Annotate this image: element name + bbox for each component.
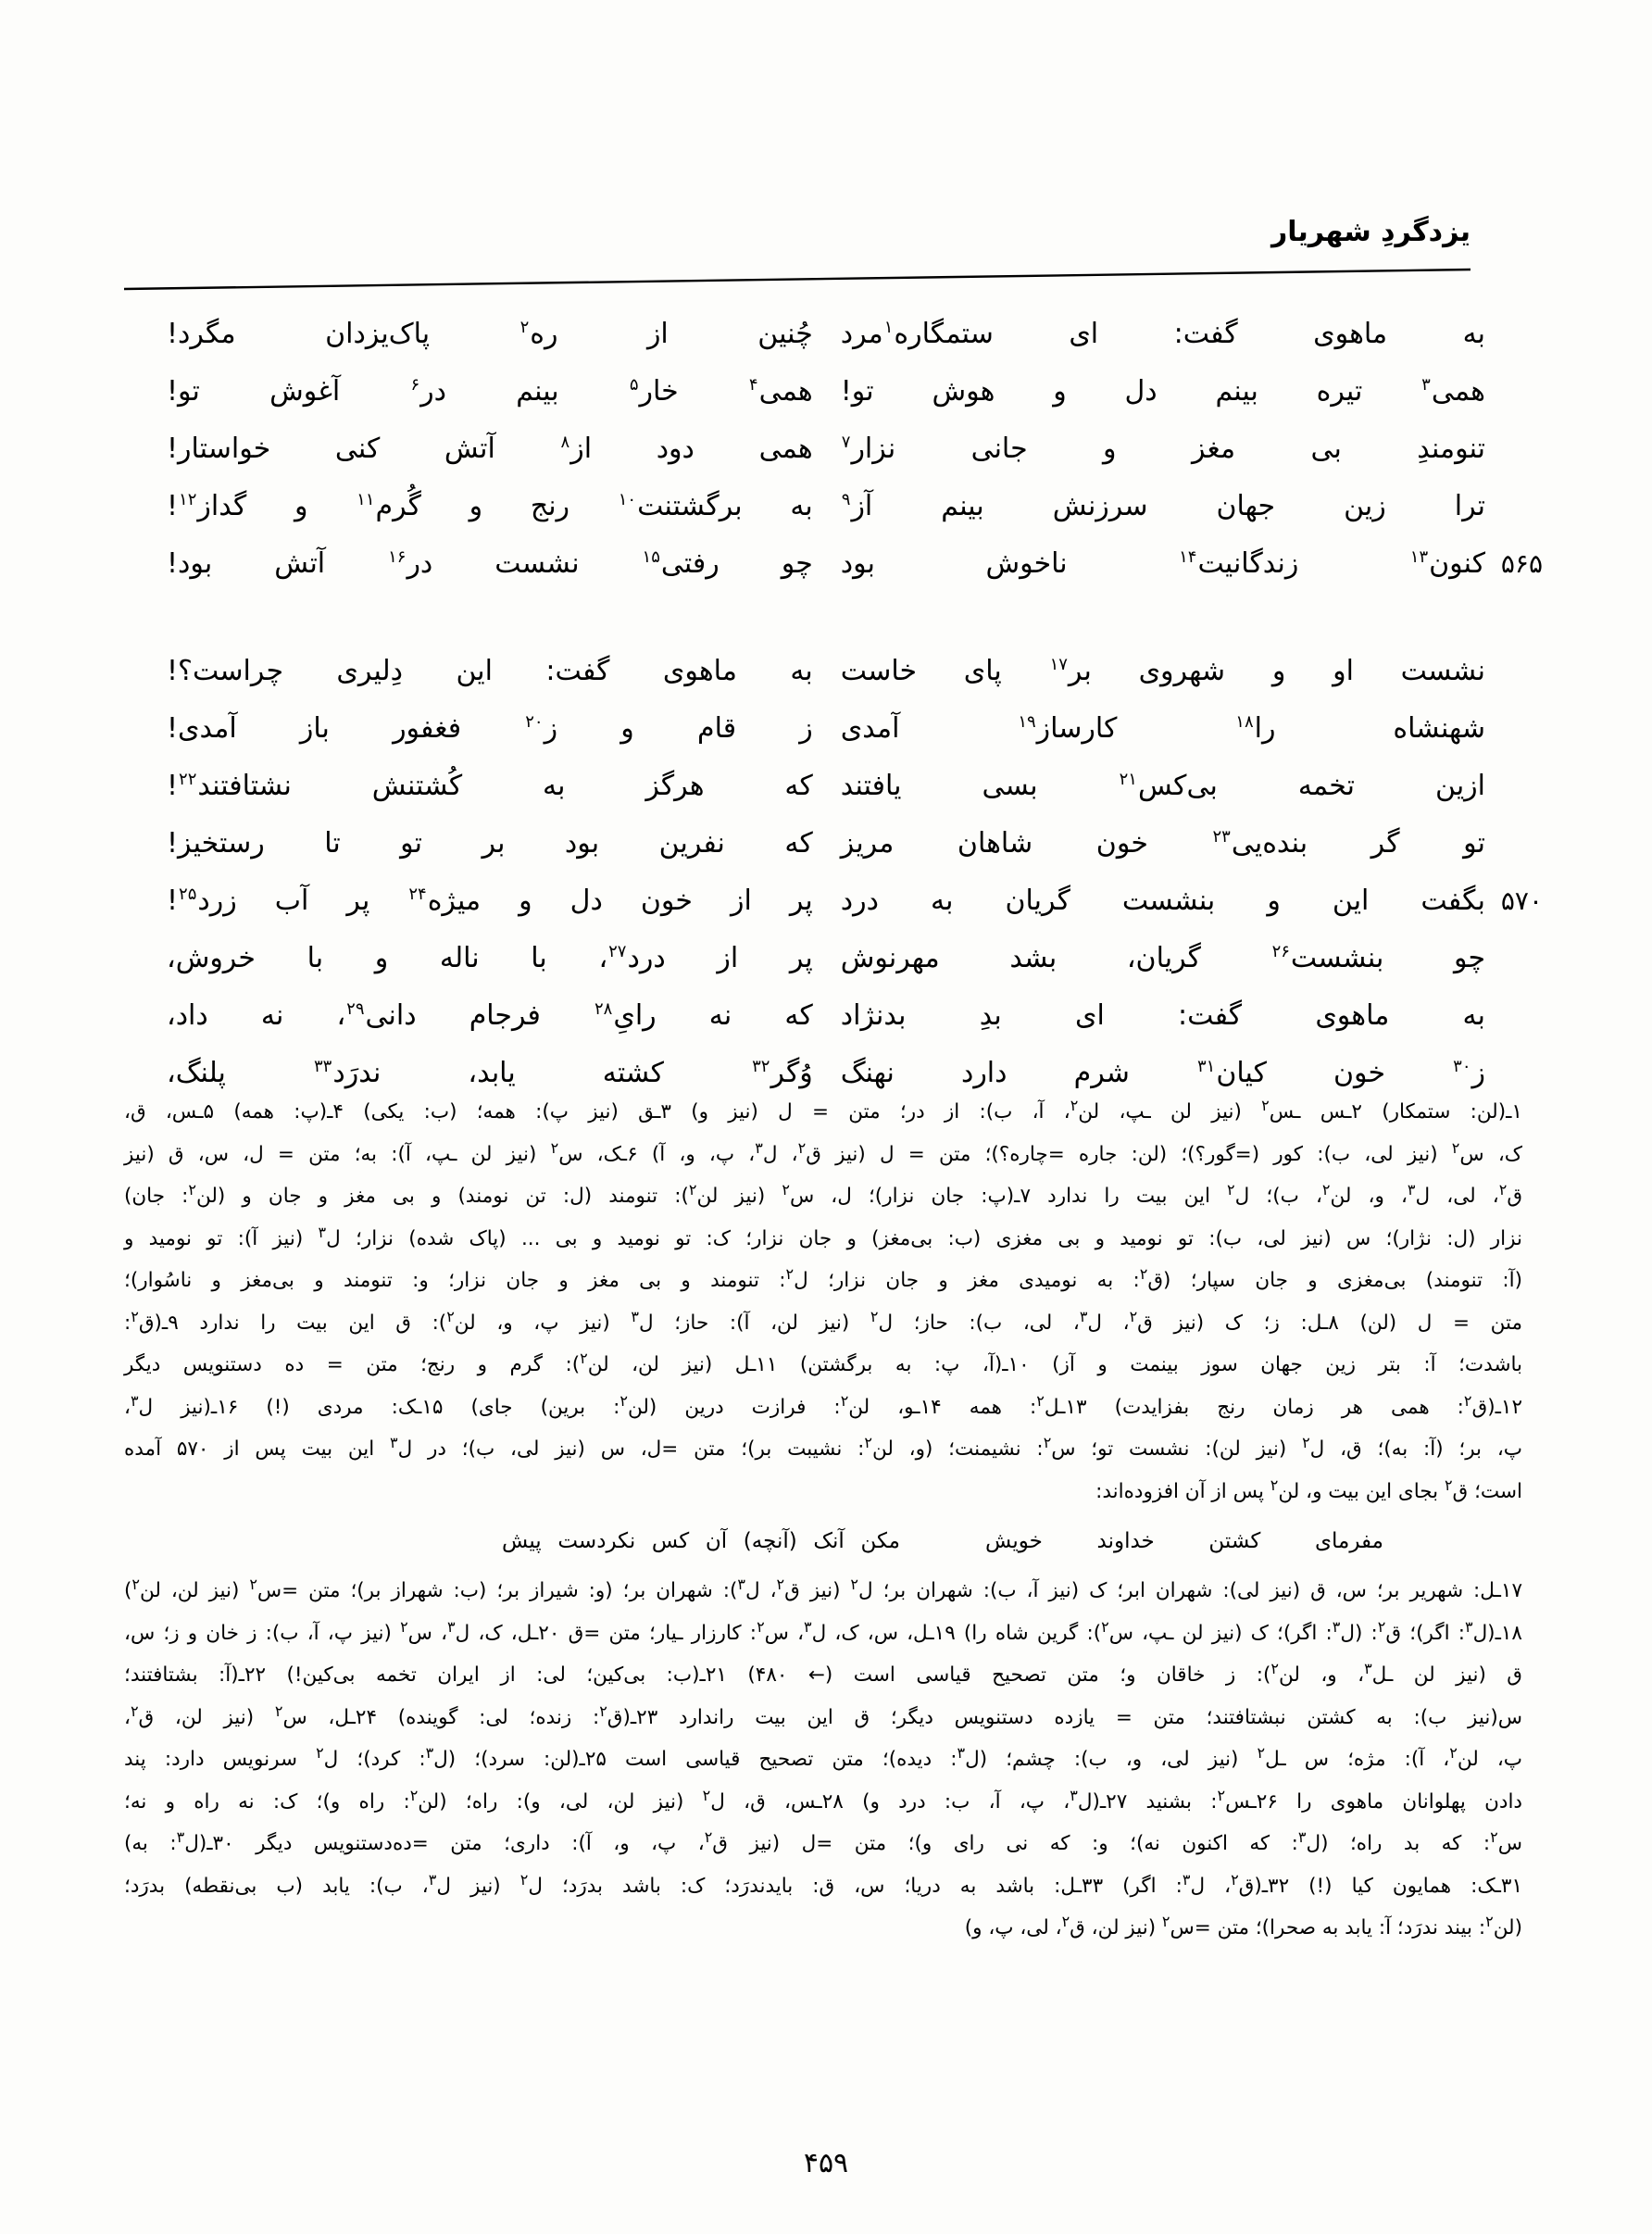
verse-body — [167, 306, 1543, 1089]
verse-line — [167, 420, 1485, 478]
running-head — [124, 216, 1471, 278]
hemistich-right — [813, 420, 1485, 478]
apparatus-line: ق$^۲$، لی، ل$^۳$، و، لن$^۲$، ب)؛ ل$^۲$ این بیت را ندارد ۷ـ(پ: جان نزار)؛ ل، س$^۲$ (نیز لن$^۲$): تنومند (ل: تن نومند) و بی مغز و جان و (لن$^۲$: جان) — [124, 1180, 1522, 1208]
hemistich-left — [167, 815, 813, 872]
verse-line — [167, 930, 1485, 987]
verse-line — [167, 758, 1485, 815]
running-head-rule — [124, 267, 1471, 291]
hemistich-right — [813, 987, 1485, 1045]
inserted-hemistich-second: مکن آنک (آنچه) آن کس نکردست پیش — [502, 1529, 900, 1553]
hemistich-left — [167, 987, 813, 1045]
hemistich-left — [167, 306, 813, 363]
hemistich-left — [167, 872, 813, 930]
hemistich-right-text: همی$^۳$ تیره بینم دل و هوش تو! — [840, 375, 1485, 408]
apparatus-line: س$^۲$: که بد راه؛ (ل$^۳$: که اکنون نه)؛ و: که نی رای و)؛ متن =ل (نیز ق$^۲$، پ، و، آ): داری؛ متن =ده‌دستنویس دیگر ۳۰ـ(ل$^۳$: به) — [124, 1827, 1522, 1855]
inserted-hemistich-first: مفرمای کشتن خداوند خویش — [985, 1529, 1383, 1553]
hemistich-right-text: تو گر بنده‌یی$^{۲۳}$ خون شاهان مریز — [840, 827, 1485, 860]
apparatus-line: متن = ل (لن) ۸ـل: ز؛ ک (نیز ق$^۲$، ل$^۳$، لی، ب): حاز؛ ل$^۲$ (نیز لن، آ): حاز؛ ل$^۳$ (نیز پ، و، لن$^۲$): ق این بیت را ندارد ۹ـ(ق$^۲$: — [124, 1307, 1522, 1335]
verse-line — [167, 643, 1485, 700]
verse-line-number: ۵۷۰ — [1500, 885, 1543, 916]
hemistich-left — [167, 478, 813, 535]
verse-line — [167, 815, 1485, 872]
hemistich-left — [167, 643, 813, 700]
hemistich-right-text: به ماهوی گفت: ای بدِ بدنژاد — [840, 999, 1485, 1032]
apparatus-line: پ، بر؛ (آ: به)؛ ق، ل$^۲$ (نیز لن): نشست تو؛ س$^۲$: نشیمنت؛ (و، لن$^۲$: نشیبت بر)؛ متن =ل، س (نیز لی، ب)؛ در ل$^۳$ این بیت پس از ۵۷۰ آمده — [124, 1433, 1523, 1461]
verse-line — [167, 306, 1485, 363]
hemistich-right — [813, 643, 1485, 700]
apparatus-line: پ، لن$^۲$، آ): مژه؛ س ـل$^۲$ (نیز لی، و، ب): چشم؛ (ل$^۳$: دیده)؛ متن تصحیح قیاسی است ۲۵ـ(لن: سرد)؛ (ل$^۳$: کرد)؛ ل$^۲$ سرنویس دارد: پند — [124, 1743, 1522, 1771]
hemistich-right-text: به ماهوی گفت: ای ستمگاره$^۱$مرد — [840, 318, 1485, 350]
verse-line — [167, 535, 1543, 593]
hemistich-right-text: تنومندِ بی مغز و جانی نزار$^۷$ — [841, 433, 1485, 465]
apparatus-inserted-verse — [124, 1518, 1522, 1564]
apparatus-line: ق (نیز لن ـل$^۳$، و، لن$^۲$): ز خاقان و؛ متن تصحیح قیاسی است (← ۴۸۰) ۲۱ـ(ب: بی‌کین؛ لی: از ایران تخمه بی‌کین!) ۲۲ـ(آ: بشتافتند؛ — [124, 1659, 1522, 1687]
hemistich-left — [167, 758, 813, 815]
hemistich-left-text: به ماهوی گفت: این دِلیری چراست؟! — [167, 655, 813, 687]
verse-line — [167, 872, 1543, 930]
hemistich-left-text: چو رفتی$^{۱۵}$ نشست در$^{۱۶}$ آتش بود! — [167, 547, 813, 580]
hemistich-right — [813, 815, 1485, 872]
apparatus-line: س(نیز ب): به کشتن نبشتافتند؛ متن = یازده دستنویس دیگر؛ ق این بیت راندارد ۲۳ـ(ق$^۲$: زنده؛ لی: گوینده) ۲۴ـل، س$^۲$ (نیز لن، ق$^۲$، — [124, 1701, 1522, 1729]
hemistich-left-text: که نفرین بود بر تو تا رستخیز! — [167, 827, 813, 860]
verse-line — [167, 987, 1485, 1045]
hemistich-right — [813, 930, 1485, 987]
hemistich-right — [813, 872, 1543, 930]
hemistich-left-text: پر از خون دل و میژه$^{۲۴}$ پر آب زرد$^{۲۵}$! — [167, 885, 813, 917]
hemistich-left — [167, 420, 813, 478]
apparatus-line: دادن پهلوانان ماهوی را ۲۶ـس$^۲$: بشنید ۲۷ـ(ل$^۳$، پ، آ، ب: درد و) ۲۸ـس، ق، ل$^۲$ (نیز لن، لی، و): راه؛ (لن$^۲$: راه و)؛ ک: نه راه و نه؛ — [124, 1786, 1523, 1814]
hemistich-left-text: پر از درد$^{۲۷}$، با ناله و با خروش، — [167, 942, 813, 974]
hemistich-right-text: ترا زین جهان سرزنش بینم آز$^۹$ — [841, 490, 1485, 522]
hemistich-left-text: چُنین از ره$^۲$ پاک‌یزدان مگرد! — [167, 318, 813, 350]
hemistich-right-text: ازین تخمه بی‌کس$^{۲۱}$ بسی یافتند — [840, 770, 1485, 802]
apparatus-line: (آ: تنومند) بی‌مغزی و جان سپار؛ (ق$^۲$: به نومیدی مغز و جان نزار؛ ل$^۲$: تنومند و بی مغز و جان نزار؛ و: تنومند و بی‌مغز و ناسُوار)؛ — [124, 1264, 1522, 1292]
running-head-title: یزدگردِ شهریار — [1270, 216, 1471, 248]
verse-stanza — [167, 306, 1543, 593]
verse-line — [167, 478, 1485, 535]
apparatus-line: ۱۲ـ(ق$^۲$: همی هر زمان رنج بفزایدت) ۱۳ـل$^۲$: همه ۱۴ـو، لن$^۲$: فرازت درین (لن$^۲$: برین) جای) ۱۵ـک: مردی (!) ۱۶ـ(نیز ل$^۳$، — [124, 1391, 1522, 1419]
hemistich-left — [167, 535, 813, 593]
apparatus-line: ۱۷ـل: شهریر بر؛ س، ق (نیز لی): شهران ابر؛ ک (نیز آ، ب): شهران بر؛ ل$^۲$ (نیز ق$^۲$، ل$^۳$): شهران بر؛ (و: شیراز بر؛ (ب: شهراز بر)؛ متن =س$^۲$ (نیز لن، لن$^۲$) — [124, 1575, 1522, 1602]
hemistich-right — [813, 306, 1485, 363]
apparatus-line: ۱ـ(لن: ستمکار) ۲ـس ـس$^۲$ (نیز لن ـپ، لن$^۲$، آ، ب): از در؛ متن = ل (نیز و) ۳ـق (نیز پ): همه؛ (ب: یکی) ۴ـ(پ: همه) ۵ـس، ق، — [124, 1096, 1522, 1123]
hemistich-right — [813, 363, 1485, 420]
hemistich-left-text: به برگشتنت$^{۱۰}$ رنج و گُرم$^{۱۱}$ و گداز$^{۱۲}$! — [167, 490, 813, 522]
hemistich-right-text: کنون$^{۱۳}$ زندگانیت$^{۱۴}$ ناخوش بود — [840, 547, 1486, 580]
hemistich-left-text: وُگر$^{۳۲}$ کشته یابد، ندرَد$^{۳۳}$ پلنگ، — [167, 1057, 813, 1089]
verse-stanza — [167, 643, 1543, 1102]
hemistich-left — [167, 363, 813, 420]
hemistich-right-text: بگفت این و بنشست گریان به درد — [840, 885, 1485, 917]
hemistich-left-text: ز قام و ز$^{۲۰}$ فغفور باز آمدی! — [167, 712, 813, 745]
hemistich-right-text: نشست او و شهروی بر$^{۱۷}$ پای خاست — [840, 655, 1485, 687]
hemistich-right-text: شهنشاه را$^{۱۸}$ کارساز$^{۱۹}$ آمدی — [840, 712, 1486, 745]
folio-page-number: ۴۵۹ — [803, 2147, 849, 2179]
apparatus-line: ک، س$^۲$ (نیز لی، ب): کور (=گور؟)؛ (لن: جاره =چاره؟)؛ متن = ل (نیز ق$^۲$، ل$^۳$، پ، و، آ) ۶ـک، س$^۲$ (نیز لن ـپ، آ): به؛ متن = ل، س، ق (نیز — [124, 1138, 1522, 1166]
apparatus-line: نزار (ل: نژار)؛ س (نیز لی، ب): تو نومید و بی مغزی (ب: بی‌مغز) و جان نزار؛ ک: تو نومید و بی ... (پاک شده) نزار؛ ل$^۳$ (نیز آ): تو نومید و — [124, 1223, 1522, 1250]
apparatus-line: ۱۸ـ(ل$^۳$: اگر)؛ ق$^۲$: (ل$^۳$: اگر)؛ ک (نیز لن ـپ، س$^۲$): گرین شاه را) ۱۹ـل، س، ک، ل$^۳$، س$^۲$: کارزار ـیار؛ متن =ق ۲۰ـل، ک، ل$^۳$، س$^۲$ (نیز پ، آ، ب): ز خان و ز؛ س، — [124, 1617, 1522, 1645]
hemistich-left-text: همی$^۴$ خار$^۵$ بینم در$^۶$ آغوش تو! — [167, 375, 813, 408]
hemistich-right-text: ز$^{۳۰}$ خون کیان$^{۳۱}$ شرم دارد نهنگ — [840, 1057, 1485, 1089]
hemistich-left-text: که هرگز به کُشتنش نشتافتند$^{۲۲}$! — [167, 770, 813, 802]
verse-line-number: ۵۶۵ — [1500, 548, 1543, 579]
hemistich-right-text: چو بنشست$^{۲۶}$ گریان، بشد مهرنوش — [840, 942, 1485, 974]
hemistich-left-text: همی دود از$^۸$ آتش کنی خواستار! — [167, 433, 813, 465]
hemistich-right — [813, 700, 1485, 758]
verse-line — [167, 363, 1485, 420]
apparatus-line: ۳۱ـک: همایون کیا (!) ۳۲ـ(ق$^۲$، ل$^۳$: اگر) ۳۳ـل: باشد به دریا؛ س، ق: بایدندرَد؛ ک: باشد بدرَد؛ ل$^۲$ (نیز ل$^۳$، ب): یابد (ب بی‌نقطه) بدرَد؛ — [124, 1870, 1522, 1898]
apparatus-line: است؛ ق$^۲$ بجای این بیت و، لن$^۲$ پس از آن افزوده‌اند: — [1095, 1475, 1522, 1503]
hemistich-left — [167, 700, 813, 758]
hemistich-right — [813, 535, 1543, 593]
hemistich-right — [813, 758, 1485, 815]
hemistich-left-text: که نه رایِ$^{۲۸}$ فرجام دانی$^{۲۹}$، نه داد، — [167, 999, 813, 1032]
apparatus-line: (لن$^۲$: بیند ندرَد؛ آ: یابد به صحرا)؛ متن =س$^۲$ (نیز لن، ق$^۲$، لی، پ، و) — [964, 1912, 1522, 1939]
critical-apparatus — [124, 1091, 1522, 1950]
hemistich-left — [167, 930, 813, 987]
hemistich-right — [813, 478, 1485, 535]
verse-line — [167, 700, 1485, 758]
apparatus-line: باشدت؛ آ: بتر زین جهان سوز بینمت و آز) ۱۰ـ(آ، پ: به برگشتن) ۱۱ـل (نیز لن، لن$^۲$): گرم و رنج؛ متن = ده دستنویس دیگر — [124, 1349, 1523, 1376]
